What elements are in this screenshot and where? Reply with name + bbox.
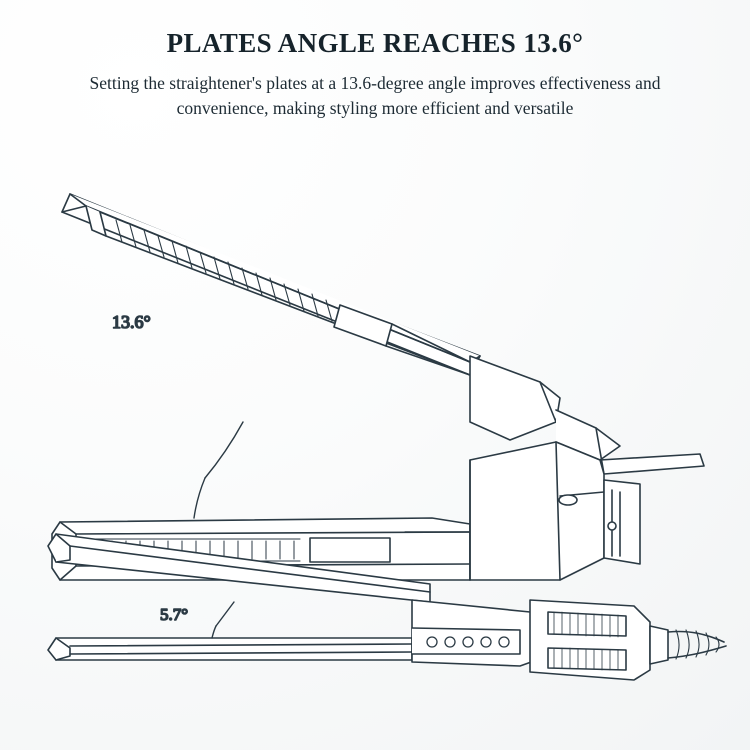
straightener-diagrams (0, 160, 750, 750)
figure-open-straightener-top (52, 194, 704, 580)
angle-label-bottom: 5.7° (160, 605, 189, 624)
header (0, 0, 750, 121)
angle-label-top: 13.6° (112, 312, 151, 332)
page-subtitle: Setting the straightener's plates at a 13.6-degree angle improves effectiveness and convenience, making styling more efficient and versatile (89, 73, 661, 118)
illustration-area (0, 160, 750, 750)
page-title: PLATES ANGLE REACHES 13.6° (166, 28, 584, 58)
